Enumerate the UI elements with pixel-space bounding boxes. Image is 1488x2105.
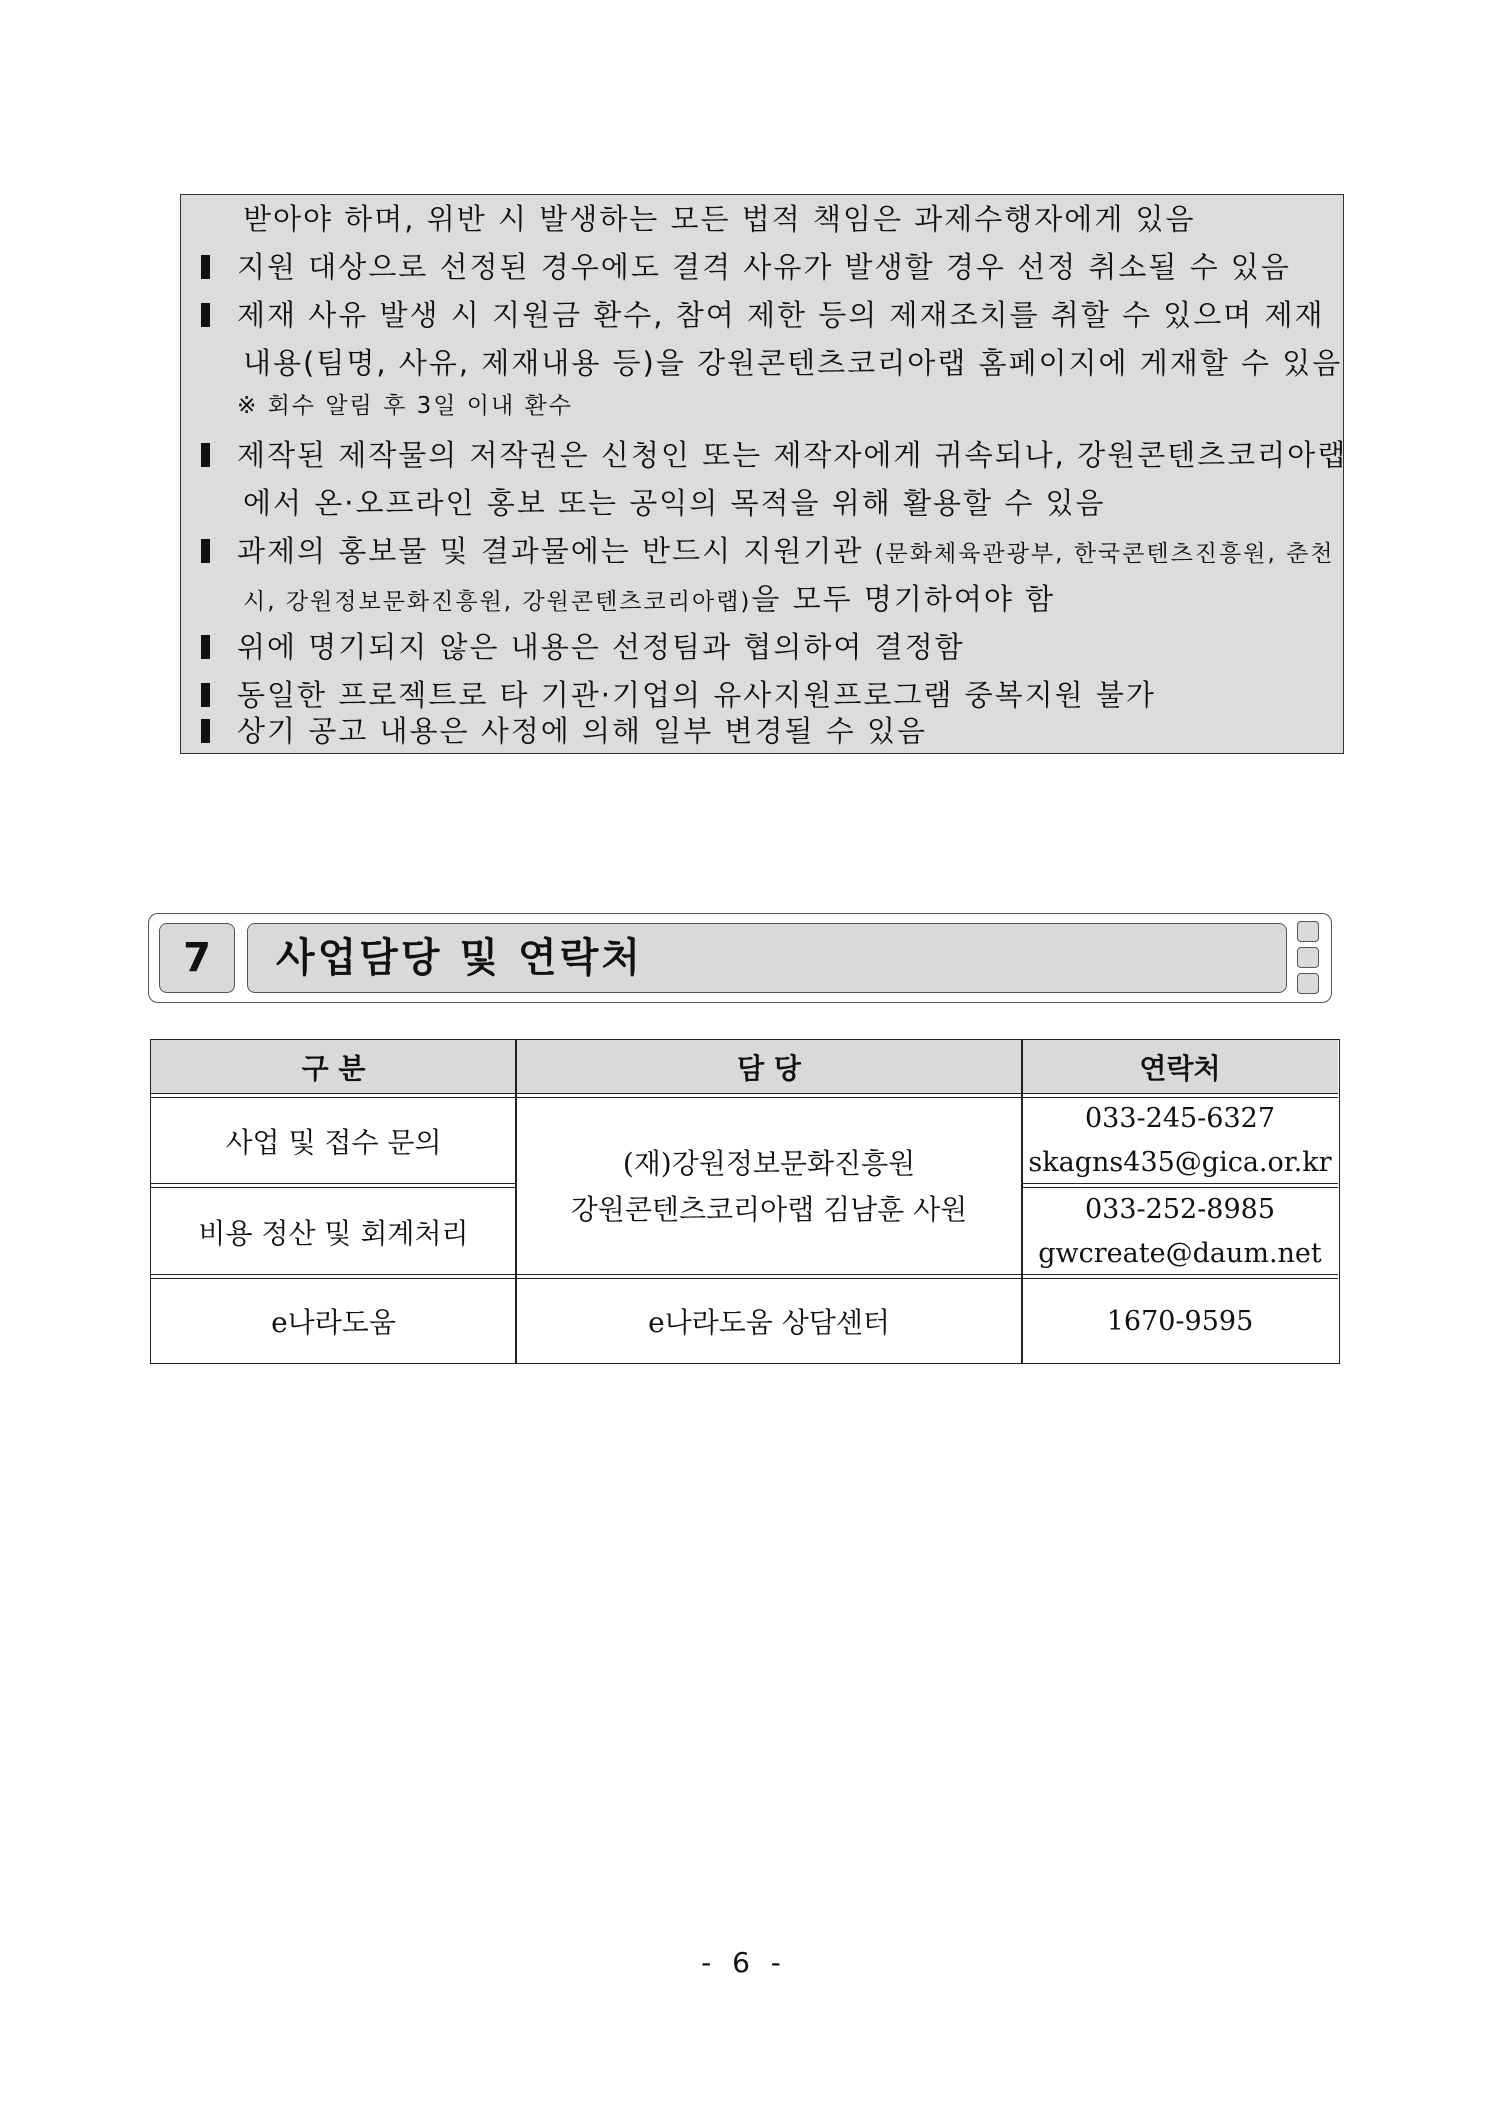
notice-text: 동일한 프로젝트로 타 기관·기업의 유사지원프로그램 중복지원 불가	[237, 678, 1156, 712]
notice-text: 내용(팀명, 사유, 제재내용 등)을 강원콘텐츠코리아랩 홈페이지에 게재할 수 있음	[243, 346, 1343, 380]
notice-line	[181, 575, 1345, 623]
bullet-icon	[201, 635, 210, 659]
notice-line	[181, 707, 1345, 755]
row-manager	[516, 1098, 1022, 1275]
manager-org: (재)강원정보문화진흥원	[622, 1146, 916, 1180]
section-title: 사업담당 및 연락처	[247, 923, 1287, 993]
header-category: 구 분	[151, 1040, 516, 1094]
notice-note: ※ 회수 알림 후 3일 이내 환수	[237, 393, 573, 419]
notice-line	[181, 291, 1345, 339]
notice-text	[237, 527, 1335, 578]
bullet-icon	[201, 683, 210, 707]
decor-square-icon	[1297, 947, 1319, 968]
notice-line	[181, 195, 1345, 243]
row-category: 사업 및 접수 문의	[225, 1126, 442, 1159]
section-header	[148, 913, 1332, 1003]
decor-square-icon	[1297, 973, 1319, 994]
notice-text: 상기 공고 내용은 사정에 의해 일부 변경될 수 있음	[237, 714, 928, 748]
notice-line	[181, 527, 1345, 575]
bullet-icon	[201, 303, 210, 327]
notice-line	[181, 431, 1348, 479]
notice-text: 지원 대상으로 선정된 경우에도 결격 사유가 발생할 경우 선정 취소될 수 있음	[237, 250, 1291, 284]
notice-text: 제작된 제작물의 저작권은 신청인 또는 제작자에게 귀속되나, 강원콘텐츠코리아랩	[237, 438, 1348, 472]
notice-line	[181, 385, 1345, 427]
decor-square-icon	[1297, 921, 1319, 942]
notice-text	[243, 575, 1055, 626]
bullet-icon	[201, 443, 210, 467]
notice-box	[180, 194, 1348, 754]
notice-text: 에서 온·오프라인 홍보 또는 공익의 목적을 위해 활용할 수 있음	[243, 486, 1106, 520]
row-category: e나라도움	[271, 1306, 396, 1339]
notice-text: 제재 사유 발생 시 지원금 환수, 참여 제한 등의 제재조치를 취할 수 있으며 제재	[237, 298, 1325, 332]
row-manager: e나라도움 상담센터	[648, 1306, 890, 1339]
row-category: 비용 정산 및 회계처리	[198, 1216, 469, 1250]
notice-line	[181, 339, 1345, 387]
notice-text-main: 과제의 홍보물 및 결과물에는 반드시 지원기관	[237, 534, 864, 568]
row-contact	[1022, 1188, 1338, 1275]
notice-line	[181, 479, 1345, 527]
bullet-icon	[201, 719, 210, 743]
bullet-icon	[201, 255, 210, 279]
notice-text-end: 을 모두 명기하여야 함	[751, 582, 1056, 616]
notice-line	[181, 623, 1345, 671]
notice-text-agencies: (문화체육관광부, 한국콘텐츠진흥원, 춘천	[874, 541, 1335, 567]
header-contact: 연락처	[1022, 1040, 1338, 1094]
section-number: 7	[159, 923, 235, 993]
phone-number: 033-245-6327	[1084, 1103, 1276, 1134]
header-manager: 담 당	[516, 1040, 1022, 1094]
email-address: gwcreate@daum.net	[1038, 1237, 1322, 1269]
manager-name: 강원콘텐츠코리아랩 김남훈 사원	[570, 1192, 968, 1226]
notice-text: 받아야 하며, 위반 시 발생하는 모든 법적 책임은 과제수행자에게 있음	[243, 202, 1196, 236]
row-contact	[1022, 1098, 1338, 1184]
bullet-icon	[201, 539, 210, 563]
notice-line	[181, 243, 1345, 291]
phone-number: 1670-9595	[1106, 1305, 1254, 1337]
email-address: skagns435@gica.or.kr	[1028, 1147, 1332, 1178]
notice-text: 위에 명기되지 않은 내용은 선정팀과 협의하여 결정함	[237, 630, 965, 664]
page-number: - 6 -	[701, 1946, 787, 1979]
phone-number: 033-252-8985	[1084, 1193, 1276, 1225]
notice-text-agencies-cont: 시, 강원정보문화진흥원, 강원콘텐츠코리아랩)	[243, 589, 752, 615]
contact-table	[150, 1039, 1340, 1364]
